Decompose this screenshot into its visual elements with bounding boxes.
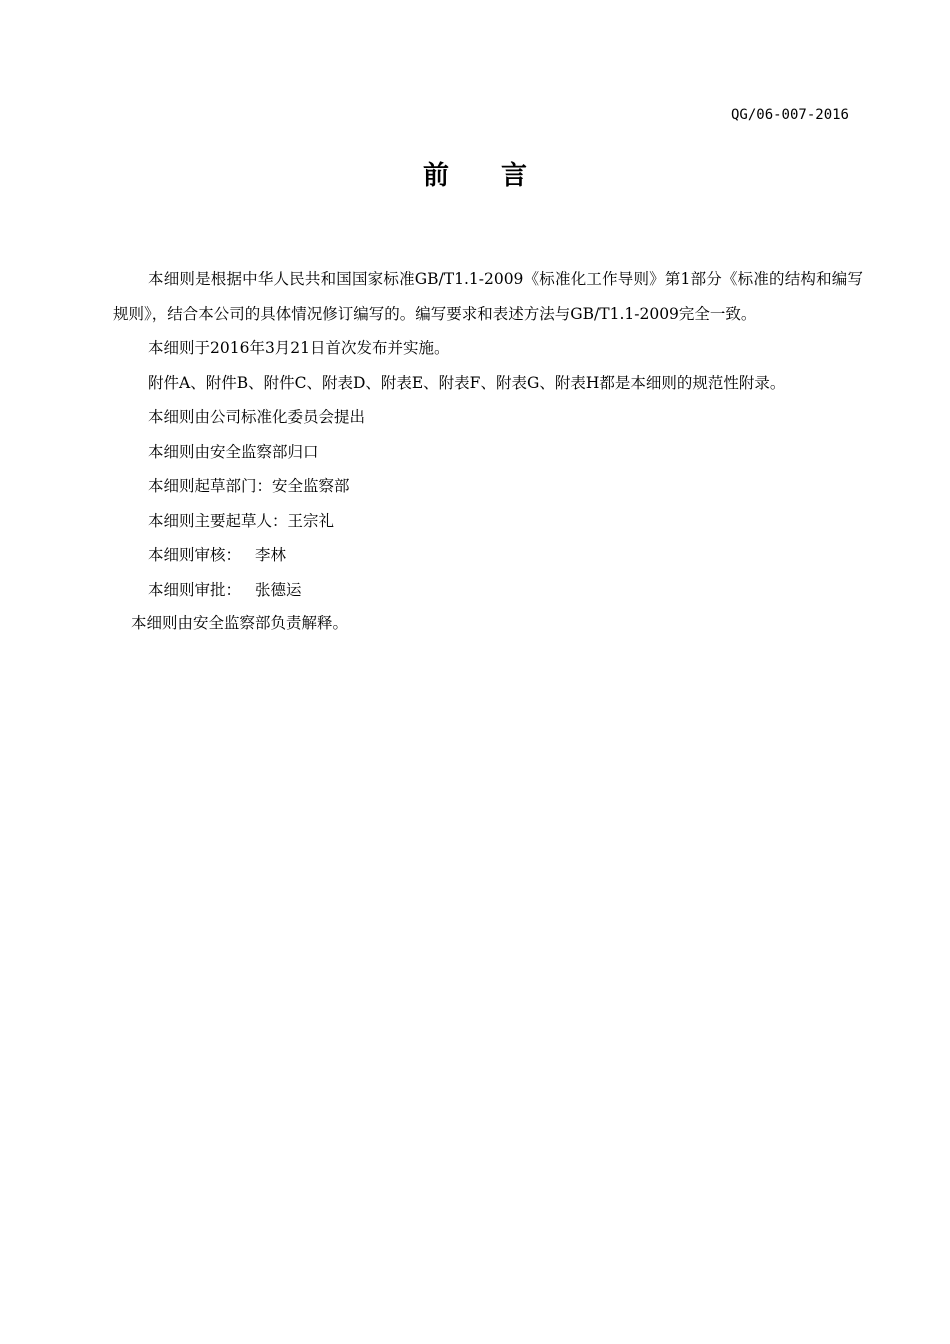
reviewer-label: 本细则审核： [148,546,242,564]
paragraph-standard-basis: 本细则是根据中华人民共和国国家标准GB/T1.1-2009《标准化工作导则》第1部分《标准的结构和编写规则》，结合本公司的具体情况修订编写的。编写要求和表述方法与GB/T1.1-2009完全一致。 [113,270,863,323]
paragraph-managed-by: 本细则由安全监察部归口 [148,442,319,461]
paragraph-proposed-by: 本细则由公司标准化委员会提出 [148,408,366,426]
reviewer-name: 李林 [255,546,287,564]
paragraph-main-drafter: 本细则主要起草人：王宗礼 [148,511,335,530]
paragraph-release-date: 本细则于2016年3月21日首次发布并实施。 [148,339,450,357]
paragraph-reviewer [113,538,863,573]
title-char-1: 前 [422,161,449,191]
page-title [0,155,950,192]
document-body [113,262,863,641]
approver-name: 张德运 [255,580,302,599]
document-code: QG/06-007-2016 [730,107,849,123]
paragraph-drafting-department: 本细则起草部门：安全监察部 [148,477,350,495]
paragraph-interpretation: 本细则由安全监察部负责解释。 [131,614,349,632]
approver-label: 本细则审批： [148,580,242,599]
paragraph-approver [113,573,863,608]
paragraph-appendices: 附件A、附件B、附件C、附表D、附表E、附表F、附表G、附表H都是本细则的规范性附录。 [148,373,786,392]
title-char-2: 言 [501,161,528,191]
